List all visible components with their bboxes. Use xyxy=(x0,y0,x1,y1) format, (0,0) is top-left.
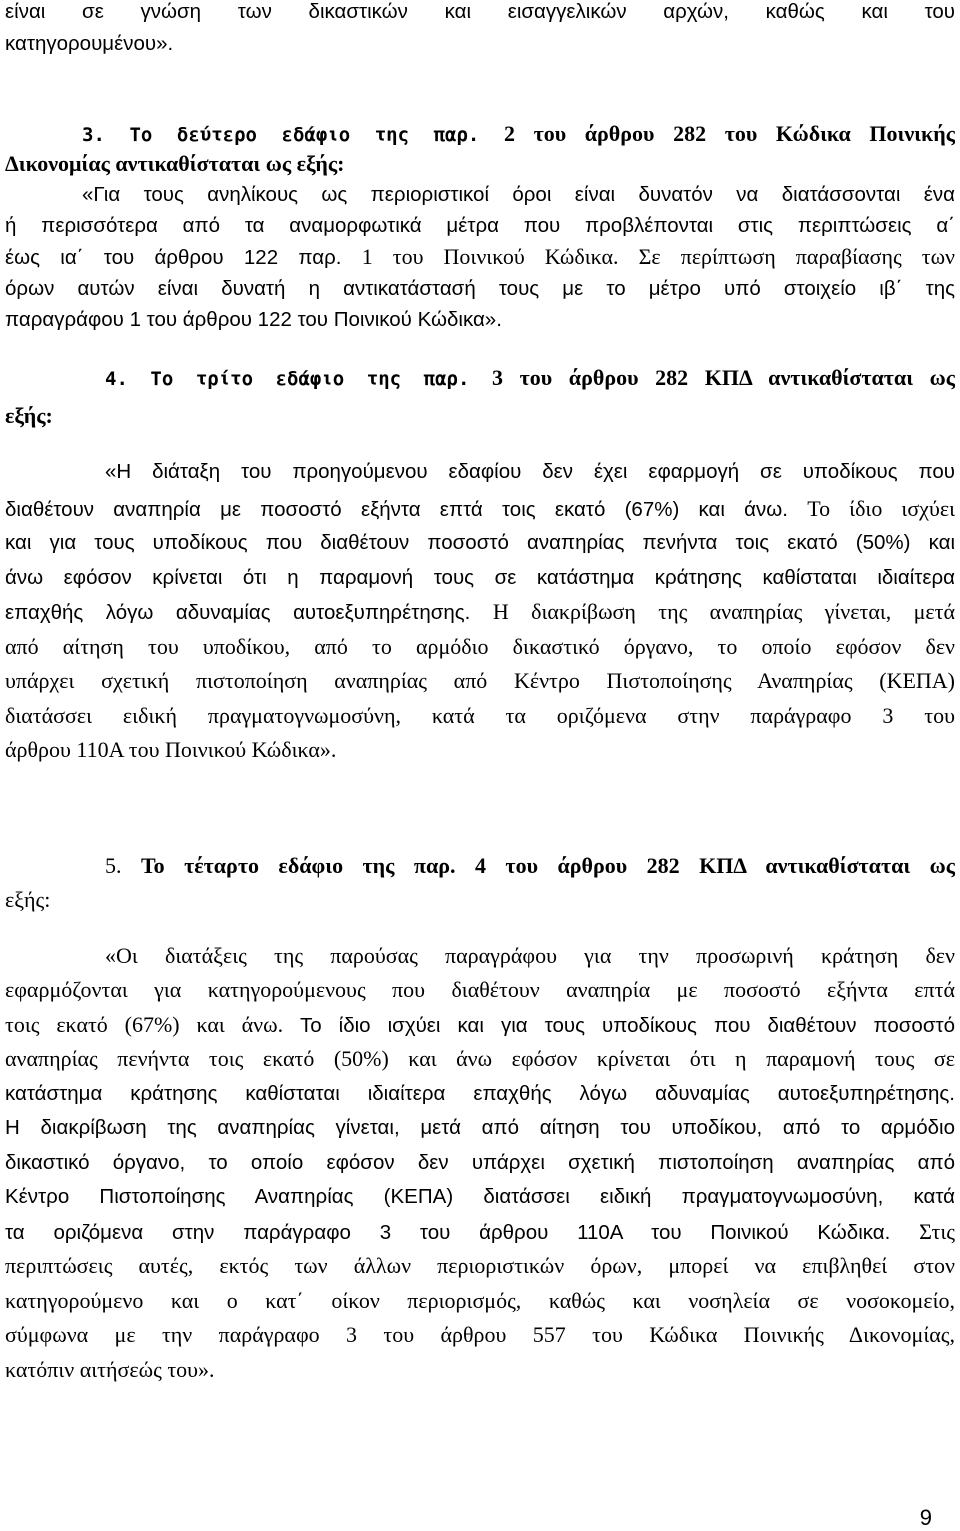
text-span: άνω εφόσον κρίνεται ότι η παραμονή τους σε κατάστημα κράτησης καθίσταται ιδιαίτερα xyxy=(5,566,955,589)
text-line xyxy=(5,1148,955,1178)
text-span: δικαστικό όργανο, το οποίο εφόσον δεν υπάρχει σχετική πιστοποίηση αναπηρίας από xyxy=(5,1151,955,1174)
text-line xyxy=(5,701,955,731)
text-span: 1 του Ποινικού Κώδικα. Σε περίπτωση παραβίασης των xyxy=(361,244,955,269)
text-line xyxy=(5,1079,955,1109)
text-span: αναπηρίας πενήντα τοις εκατό (50%) και άνω εφόσον κρίνεται ότι η παραμονή τους σε xyxy=(5,1046,955,1071)
text-span: κατόπιν αιτήσεώς του». xyxy=(5,1357,215,1382)
text-span: ή περισσότερα από τα αναμορφωτικά μέτρα που προβλέπονται στις περιπτώσεις α΄ xyxy=(5,214,955,237)
heading-part: εξής: xyxy=(5,403,53,428)
text-span: Στις xyxy=(919,1219,955,1244)
text-span: από αίτηση του υποδίκου, από το αρμόδιο δικαστικό όργανο, το οποίο εφόσον δεν xyxy=(5,634,955,659)
heading-part: Το τέταρτο εδάφιο της παρ. xyxy=(140,853,475,878)
text-line xyxy=(5,632,955,662)
text-line xyxy=(5,1320,955,1350)
section-heading-5 xyxy=(105,851,955,881)
text-span: Το ίδιο ισχύει xyxy=(807,496,955,521)
page-number: 9 xyxy=(919,1505,932,1530)
text-span: παραγράφου 1 του άρθρου 122 του Ποινικού Κώδικα». xyxy=(5,308,502,331)
text-line xyxy=(5,211,955,241)
text-line xyxy=(105,941,955,971)
text-line xyxy=(5,29,955,59)
text-line xyxy=(5,1251,955,1281)
text-line xyxy=(5,0,955,27)
heading-part: εξής: xyxy=(5,887,51,912)
text-span: Το ίδιο ισχύει και για τους υποδίκους που διαθέτουν ποσοστό xyxy=(299,1014,955,1037)
text-span: άρθρου 110Α του Ποινικού Κώδικα». xyxy=(5,737,337,762)
text-span: και για τους υποδίκους που διαθέτουν ποσοστό αναπηρίας πενήντα τοις εκατό (50%) και xyxy=(5,531,955,554)
section-heading-4-cont xyxy=(5,401,955,431)
text-span: είναι σε γνώση των δικαστικών και εισαγγελικών αρχών, καθώς και του xyxy=(5,0,955,23)
heading-part: 5. xyxy=(105,853,141,878)
text-span: διαθέτουν αναπηρία με ποσοστό εξήντα επτά τοις εκατό (67%) και άνω. xyxy=(5,498,808,521)
text-line xyxy=(5,242,955,272)
text-span: Η διακρίβωση της αναπηρίας γίνεται, μετά από αίτηση του υποδίκου, από το αρμόδιο xyxy=(5,1116,955,1139)
heading-part: 3 του άρθρου 282 ΚΠΔ αντικαθίσταται ως xyxy=(492,365,955,390)
text-line xyxy=(5,666,955,696)
text-line xyxy=(105,457,955,487)
section-heading-3 xyxy=(82,119,955,149)
text-line xyxy=(5,1010,955,1040)
text-line xyxy=(5,597,955,627)
text-line xyxy=(5,1044,955,1074)
text-line xyxy=(5,528,955,558)
heading-part: 3. Το δεύτερο εδάφιο της παρ. xyxy=(82,124,504,146)
text-span: εφαρμόζονται για κατηγορούμενους που διαθέτουν αναπηρία με ποσοστό εξήντα επτά xyxy=(5,977,955,1002)
heading-part: 4. Το τρίτο εδάφιο της παρ. xyxy=(105,368,492,390)
text-span: «Για τους ανηλίκους ως περιοριστικοί όροι είναι δυνατόν να διατάσσονται ένα xyxy=(82,183,955,206)
text-span: κατηγορούμενο και ο κατ΄ οίκον περιορισμός, καθώς και νοσηλεία σε νοσοκομείο, xyxy=(5,1288,955,1313)
text-span: περιπτώσεις αυτές, εκτός των άλλων περιοριστικών όρων, μπορεί να επιβληθεί στον xyxy=(5,1253,955,1278)
heading-part: 4 του άρθρου 282 ΚΠΔ αντικαθίσταται ως xyxy=(474,853,955,878)
text-span: διατάσσει ειδική πραγματογνωμοσύνη, κατά τα οριζόμενα στην παράγραφο 3 του xyxy=(5,703,955,728)
text-line xyxy=(5,1182,955,1212)
heading-part: Δικονομίας αντικαθίσταται ως εξής: xyxy=(5,151,345,176)
text-line xyxy=(5,494,955,524)
text-span: επαχθής λόγω αδυναμίας αυτοεξυπηρέτησης. xyxy=(5,601,493,624)
text-line xyxy=(5,975,955,1005)
text-line xyxy=(5,274,955,304)
text-line xyxy=(5,1217,955,1247)
text-span: Η διακρίβωση της αναπηρίας γίνεται, μετά xyxy=(492,599,955,624)
text-line xyxy=(5,563,955,593)
text-span: κατηγορουμένου». xyxy=(5,32,174,55)
text-span: υπάρχει σχετική πιστοποίηση αναπηρίας από Κέντρο Πιστοποίησης Αναπηρίας (ΚΕΠΑ) xyxy=(5,668,955,693)
text-line xyxy=(5,1113,955,1143)
text-line xyxy=(5,1355,955,1385)
text-span: σύμφωνα με την παράγραφο 3 του άρθρου 557 του Κώδικα Ποινικής Δικονομίας, xyxy=(5,1322,955,1347)
text-span: Κέντρο Πιστοποίησης Αναπηρίας (ΚΕΠΑ) διατάσσει ειδική πραγματογνωμοσύνη, κατά xyxy=(5,1185,955,1208)
text-span: όρων αυτών είναι δυνατή η αντικατάστασή τους με το μέτρο υπό στοιχείο ιβ΄ της xyxy=(5,277,955,300)
text-span: τοις εκατό (67%) και άνω. xyxy=(5,1012,300,1037)
text-span: «Οι διατάξεις της παρούσας παραγράφου για την προσωρινή κράτηση δεν xyxy=(105,943,955,968)
text-span: έως ια΄ του άρθρου 122 παρ. xyxy=(5,246,362,269)
text-line xyxy=(5,735,955,765)
text-line xyxy=(5,1286,955,1316)
text-span: τα οριζόμενα στην παράγραφο 3 του άρθρου 110Α του Ποινικού Κώδικα. xyxy=(5,1221,920,1244)
section-heading-4 xyxy=(105,363,955,393)
text-span: «Η διάταξη του προηγούμενου εδαφίου δεν έχει εφαρμογή σε υποδίκους που xyxy=(105,460,955,483)
heading-part: 2 του άρθρου 282 του Κώδικα Ποινικής xyxy=(503,121,955,146)
section-heading-5-cont xyxy=(5,885,955,915)
text-line xyxy=(82,180,955,210)
section-heading-3-cont xyxy=(5,149,955,179)
text-line xyxy=(5,305,955,335)
text-span: κατάστημα κράτησης καθίσταται ιδιαίτερα επαχθής λόγω αδυναμίας αυτοεξυπηρέτησης. xyxy=(5,1082,955,1105)
